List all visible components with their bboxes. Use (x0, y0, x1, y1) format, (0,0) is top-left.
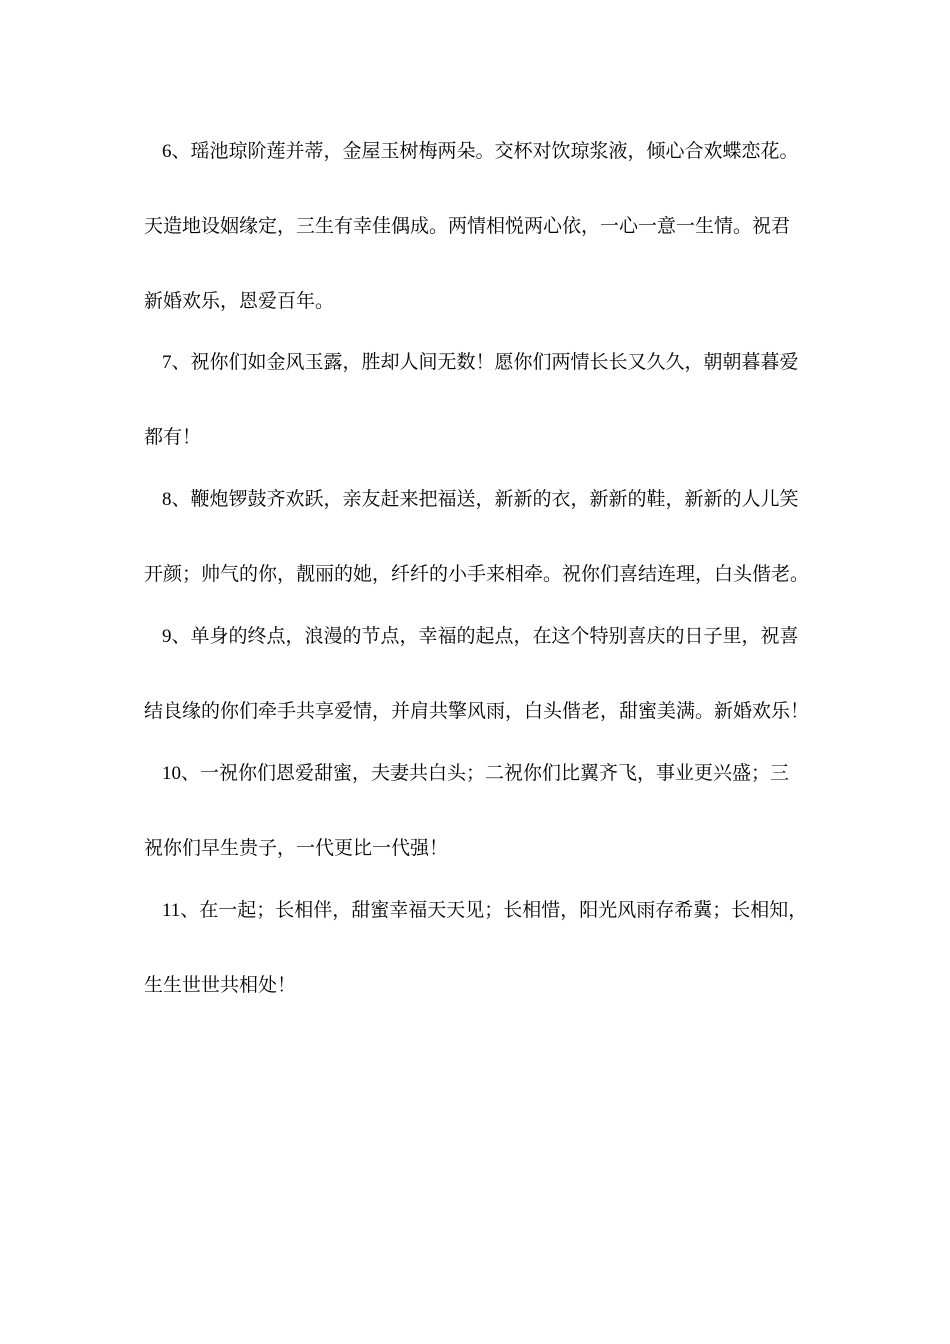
paragraph-9-text-1: 、单身的终点，浪漫的节点，幸福的起点，在这个特别喜庆的日子里，祝喜 (171, 625, 799, 647)
paragraph-7-number: 7 (162, 352, 172, 373)
paragraph-9-line-1 (162, 623, 814, 650)
paragraph-11-line-2: 生生世世共相处！ (144, 974, 297, 996)
paragraph-8-line-1 (162, 486, 814, 513)
paragraph-6-line-3: 新婚欢乐，恩爱百年。 (144, 290, 335, 312)
paragraph-10-text-1: 、一祝你们恩爱甜蜜，夫妻共白头；二祝你们比翼齐飞，事业更兴盛；三 (181, 762, 790, 784)
paragraph-11-line-1 (162, 897, 814, 924)
paragraph-10-number: 10 (162, 763, 181, 784)
paragraph-6-text-1: 、瑶池琼阶莲并蒂，金屋玉树梅两朵。交杯对饮琼浆液，倾心合欢蝶恋花。 (171, 140, 799, 162)
paragraph-7-text-1: 、祝你们如金风玉露，胜却人间无数！愿你们两情长长又久久，朝朝暮暮爱 (171, 351, 799, 373)
paragraph-8-text-1: 、鞭炮锣鼓齐欢跃，亲友赶来把福送，新新的衣，新新的鞋，新新的人儿笑 (171, 488, 799, 510)
paragraph-8-number: 8 (162, 489, 172, 510)
paragraph-11-number: 11 (162, 900, 181, 921)
paragraph-9-line-2: 结良缘的你们牵手共享爱情，并肩共擎风雨，白头偕老，甜蜜美满。新婚欢乐！ (144, 700, 810, 722)
paragraph-9-number: 9 (162, 626, 172, 647)
paragraph-10-line-1 (162, 760, 814, 787)
paragraph-10-line-2: 祝你们早生贵子，一代更比一代强！ (144, 837, 449, 859)
paragraph-11-text-1: 、在一起；长相伴，甜蜜幸福天天见；长相惜，阳光风雨存希冀；长相知， (180, 899, 808, 921)
paragraph-7-line-2: 都有！ (144, 426, 202, 448)
paragraph-8-line-2: 开颜；帅气的你，靓丽的她，纤纤的小手来相牵。祝你们喜结连理，白头偕老。 (144, 563, 810, 585)
paragraph-7-line-1 (162, 349, 814, 376)
paragraph-6-number: 6 (162, 141, 172, 162)
paragraph-6-line-2: 天造地设姻缘定，三生有幸佳偶成。两情相悦两心依，一心一意一生情。祝君 (144, 215, 791, 237)
paragraph-6-line-1 (162, 138, 814, 165)
